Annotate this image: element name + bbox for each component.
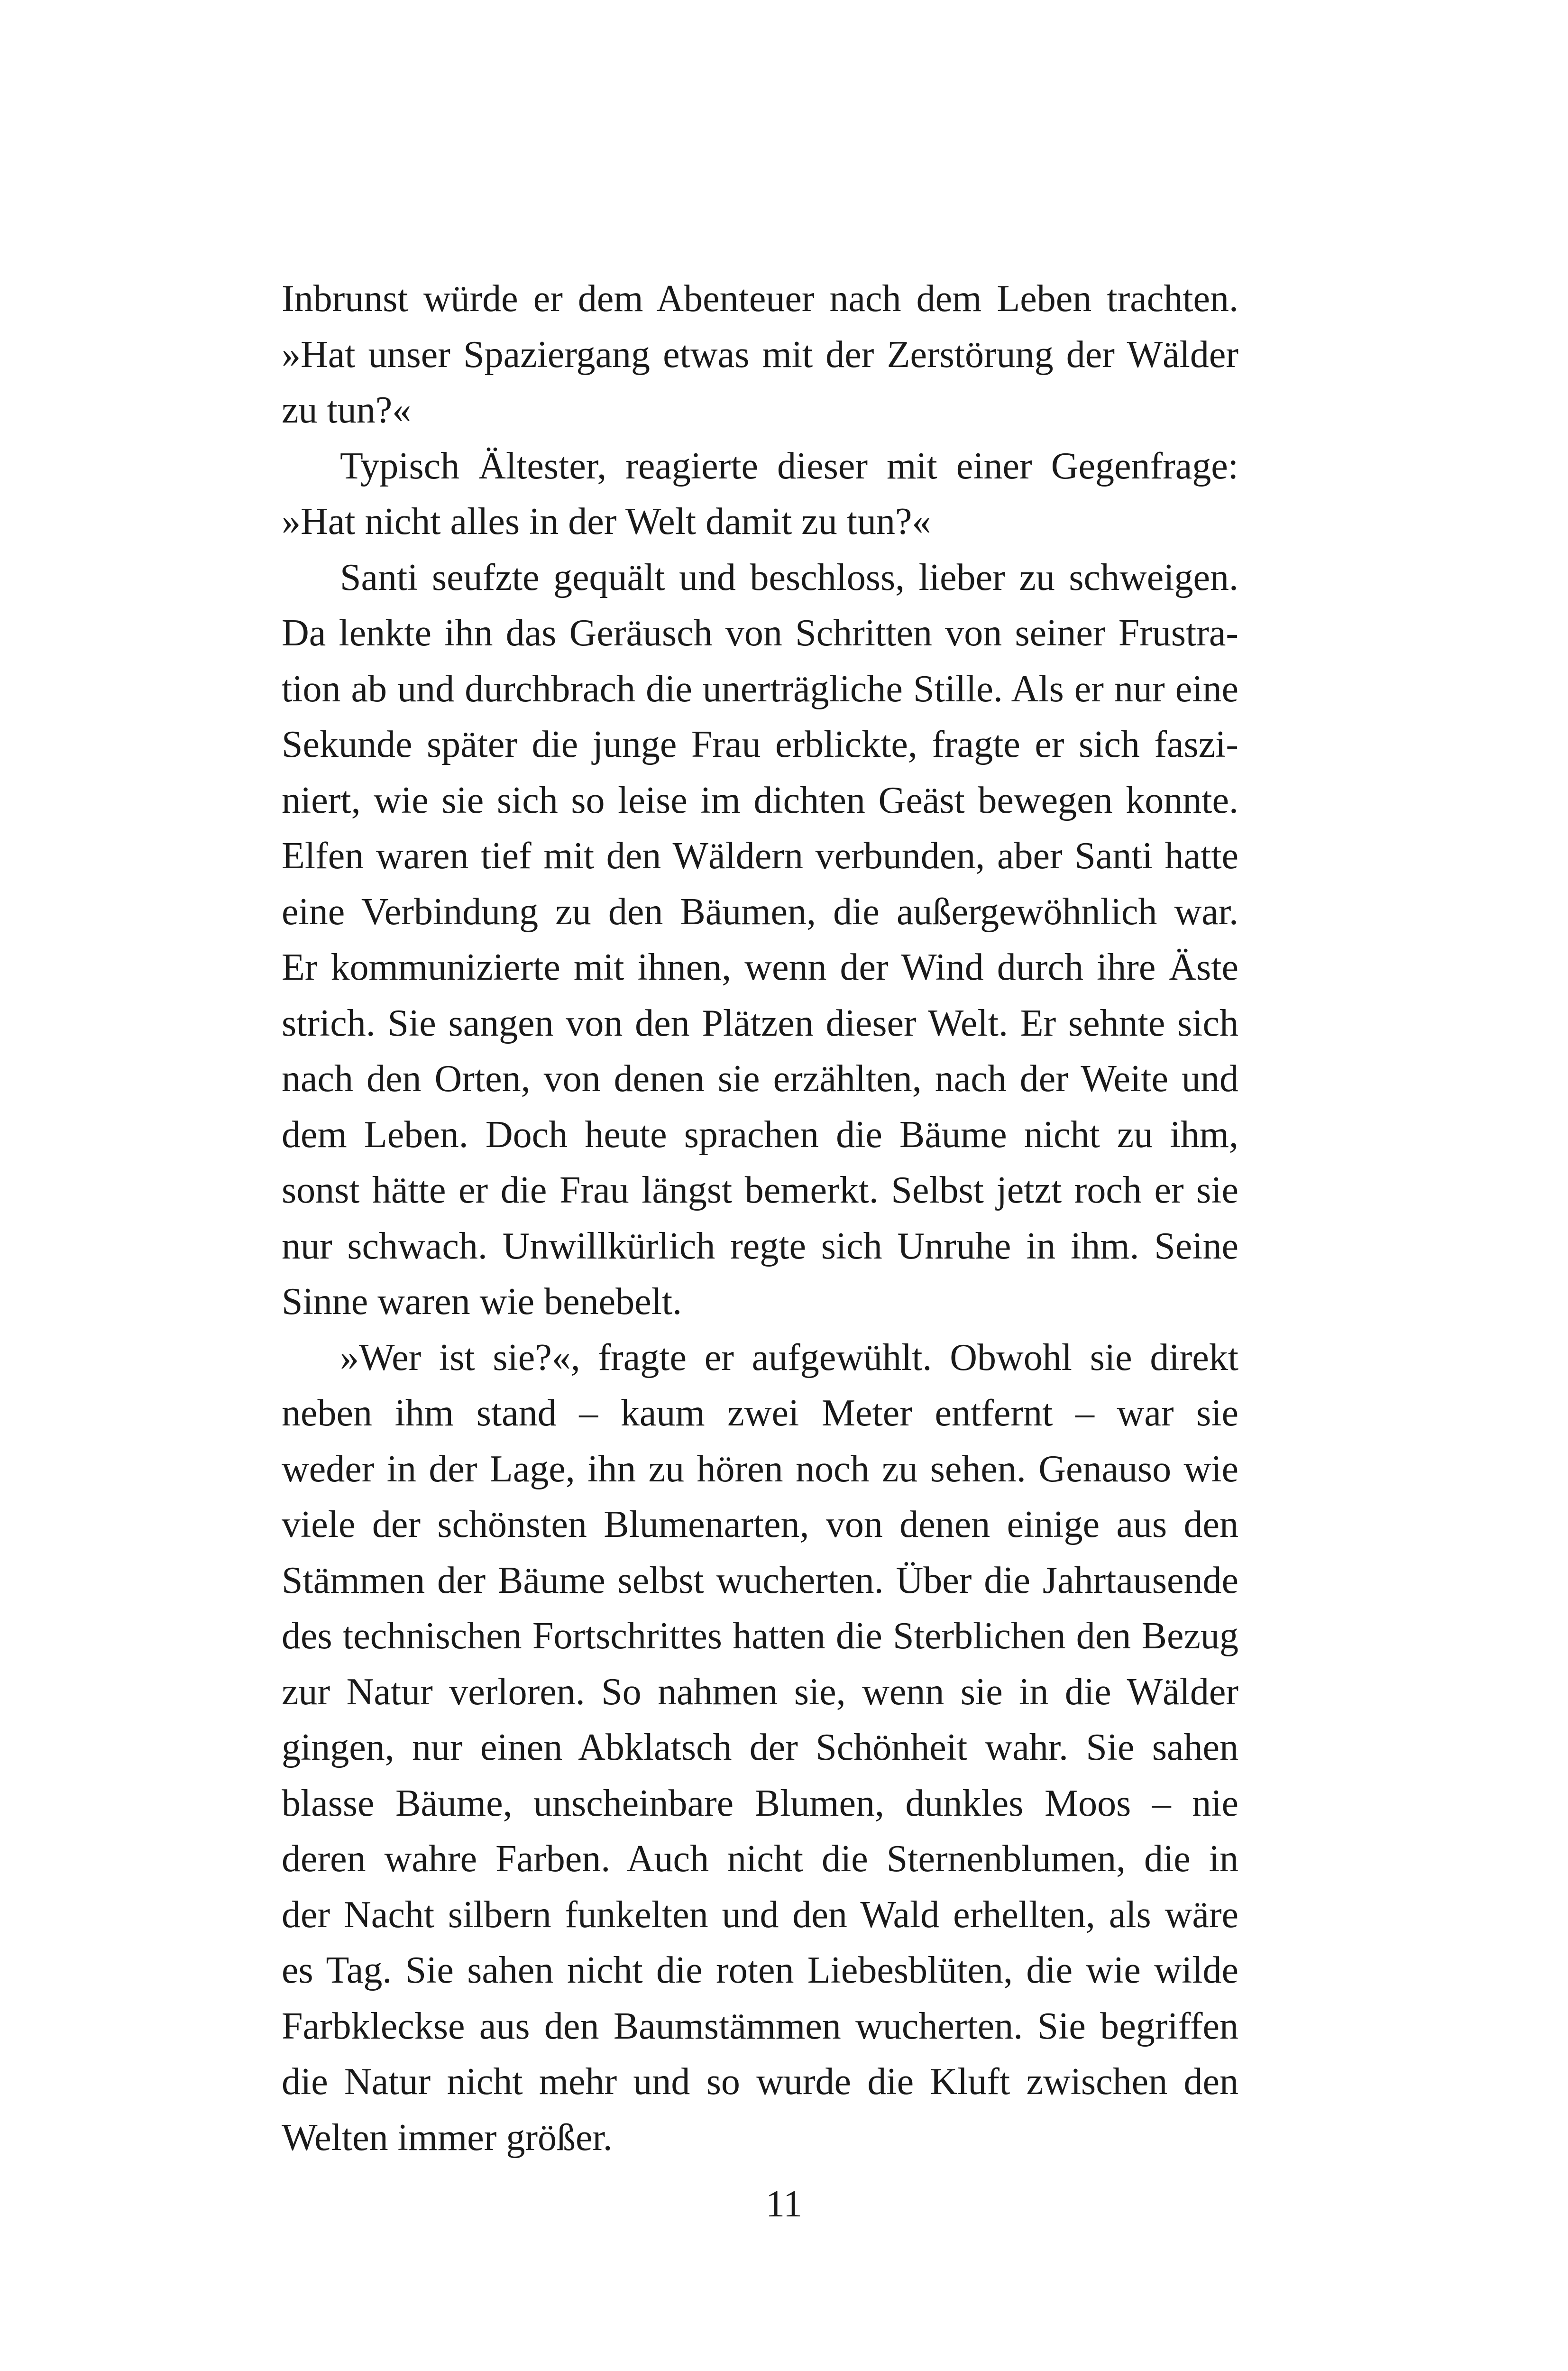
- text-line: Stämmen der Bäume selbst wucherten. Über die Jahrtausende: [282, 1559, 1238, 1601]
- text-line: Elfen waren tief mit den Wäldern verbunden, aber Santi hatte: [282, 835, 1238, 877]
- text-line: »Hat nicht alles in der Welt damit zu tun?«: [282, 501, 931, 542]
- text-line: Farbkleckse aus den Baumstämmen wucherten. Sie begriffen: [282, 2005, 1238, 2047]
- text-line: weder in der Lage, ihn zu hören noch zu sehen. Genauso wie: [282, 1448, 1238, 1490]
- page-number: 11: [765, 2183, 803, 2225]
- text-line: Sekunde später die junge Frau erblickte, fragte er sich faszi-: [282, 724, 1238, 765]
- text-line: Sinne waren wie benebelt.: [282, 1281, 682, 1323]
- text-line: nach den Orten, von denen sie erzählten, nach der Weite und: [282, 1058, 1238, 1100]
- text-line: Da lenkte ihn das Geräusch von Schritten von seiner Frustra-: [282, 612, 1238, 654]
- text-line: es Tag. Sie sahen nicht die roten Liebesblüten, die wie wilde: [282, 1949, 1238, 1991]
- text-line: eine Verbindung zu den Bäumen, die außergewöhnlich war.: [282, 891, 1238, 933]
- text-line: sonst hätte er die Frau längst bemerkt. Selbst jetzt roch er sie: [282, 1169, 1238, 1211]
- text-line: Welten immer größer.: [282, 2116, 613, 2159]
- text-line: zur Natur verloren. So nahmen sie, wenn sie in die Wälder: [282, 1671, 1238, 1713]
- text-line: Typisch Ältester, reagierte dieser mit einer Gegenfrage:: [340, 445, 1238, 487]
- text-line: blasse Bäume, unscheinbare Blumen, dunkles Moos – nie: [282, 1782, 1238, 1824]
- text-line: neben ihm stand – kaum zwei Meter entfernt – war sie: [282, 1392, 1238, 1434]
- text-line: nur schwach. Unwillkürlich regte sich Unruhe in ihm. Seine: [282, 1225, 1238, 1267]
- text-line: »Hat unser Spaziergang etwas mit der Zerstörung der Wälder: [282, 333, 1238, 376]
- text-line: Er kommunizierte mit ihnen, wenn der Wind durch ihre Äste: [282, 947, 1238, 988]
- text-line: gingen, nur einen Abklatsch der Schönheit wahr. Sie sahen: [282, 1727, 1238, 1768]
- text-line: niert, wie sie sich so leise im dichten Geäst bewegen konnte.: [282, 779, 1238, 821]
- text-line: deren wahre Farben. Auch nicht die Sternenblumen, die in: [282, 1838, 1238, 1880]
- text-line: zu tun?«: [282, 389, 412, 431]
- text-line: Santi seufzte gequält und beschloss, lieber zu schweigen.: [340, 556, 1238, 598]
- body-text: [282, 271, 1238, 2166]
- text-line: tion ab und durchbrach die unerträgliche Stille. Als er nur eine: [282, 668, 1238, 710]
- text-line: der Nacht silbern funkelten und den Wald erhellten, als wäre: [282, 1893, 1238, 1936]
- text-line: Inbrunst würde er dem Abenteuer nach dem Leben trachten.: [282, 278, 1238, 320]
- text-line: viele der schönsten Blumenarten, von denen einige aus den: [282, 1504, 1238, 1545]
- text-line: dem Leben. Doch heute sprachen die Bäume nicht zu ihm,: [282, 1113, 1238, 1156]
- text-line: »Wer ist sie?«, fragte er aufgewühlt. Obwohl sie direkt: [340, 1336, 1238, 1378]
- text-line: strich. Sie sangen von den Plätzen dieser Welt. Er sehnte sich: [282, 1002, 1238, 1044]
- text-line: des technischen Fortschrittes hatten die Sterblichen den Bezug: [282, 1615, 1238, 1657]
- text-line: die Natur nicht mehr und so wurde die Kluft zwischen den: [282, 2061, 1238, 2103]
